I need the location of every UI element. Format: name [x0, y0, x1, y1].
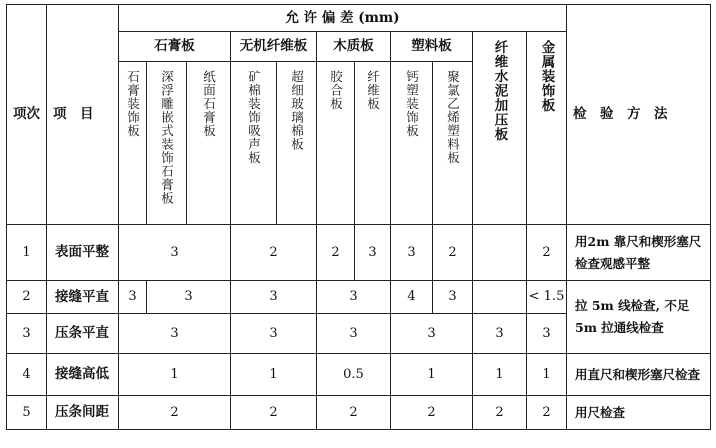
- cell-metal: 2: [527, 225, 567, 281]
- subcol-calcium-plastic: 钙塑装饰板: [391, 62, 433, 225]
- cell-gypsum: 1: [119, 354, 231, 396]
- cell-fiber-cement: 1: [473, 354, 527, 396]
- cell-inorganic: 2: [231, 225, 317, 281]
- cell-fiber-cement: [473, 225, 527, 281]
- cell-method: 用2m 靠尺和楔形塞尺检查观感平整: [567, 225, 711, 281]
- col-method-header: 检 验 方 法: [567, 5, 711, 225]
- cell-fiberboard: 3: [355, 225, 391, 281]
- table-row: [7, 354, 711, 396]
- cell-wood: 2: [317, 396, 391, 430]
- group-plastic: 塑料板: [391, 32, 473, 62]
- row-seq: 1: [7, 225, 47, 281]
- cell-method: 拉 5m 线检查, 不足 5m 拉通线检查: [567, 281, 711, 354]
- subcol-plywood: 胶合板: [317, 62, 355, 225]
- row-item: 接缝高低: [47, 354, 119, 396]
- subcol-glass-wool: 超细玻璃棉板: [277, 62, 317, 225]
- cell-method: 用尺检查: [567, 396, 711, 430]
- group-fiber-cement: 纤维水泥加压板: [473, 32, 527, 225]
- cell-gypsum: 3: [119, 314, 231, 354]
- table-row: [7, 225, 711, 281]
- row-item: 接缝平直: [47, 281, 119, 314]
- subcol-gypsum-paper: 纸面石膏板: [187, 62, 231, 225]
- subcol-fiberboard: 纤维板: [355, 62, 391, 225]
- table-row: [7, 281, 711, 314]
- tolerance-table: [6, 4, 711, 430]
- cell-wood: 0.5: [317, 354, 391, 396]
- table-row: [7, 396, 711, 430]
- subcol-mineral-wool: 矿棉装饰吸声板: [231, 62, 277, 225]
- cell-plywood: 2: [317, 225, 355, 281]
- cell-wood: 3: [317, 314, 391, 354]
- cell-inorganic: 1: [231, 354, 317, 396]
- subcol-pvc: 聚氯乙烯塑料板: [433, 62, 473, 225]
- row-seq: 4: [7, 354, 47, 396]
- subcol-gypsum-embossed: 深浮雕嵌式装饰石膏板: [147, 62, 187, 225]
- cell-inorganic: 2: [231, 396, 317, 430]
- cell-fiber-cement: [473, 281, 527, 314]
- cell-inorganic: 3: [231, 281, 317, 314]
- row-seq: 2: [7, 281, 47, 314]
- cell-metal: 3: [527, 314, 567, 354]
- row-seq: 5: [7, 396, 47, 430]
- group-inorganic: 无机纤维板: [231, 32, 317, 62]
- row-item: 表面平整: [47, 225, 119, 281]
- group-gypsum: 石膏板: [119, 32, 231, 62]
- cell-calcium-plastic: 4: [391, 281, 433, 314]
- cell-gypsum-deco: 3: [119, 281, 147, 314]
- cell-method: 用直尺和楔形塞尺检查: [567, 354, 711, 396]
- row-item: 压条间距: [47, 396, 119, 430]
- cell-metal: 1: [527, 354, 567, 396]
- cell-gypsum-rest: 3: [147, 281, 231, 314]
- group-metal: 金属装饰板: [527, 32, 567, 225]
- row-seq: 3: [7, 314, 47, 354]
- col-seq-header: 项次: [7, 5, 47, 225]
- col-item-header: 项 目: [47, 5, 119, 225]
- cell-pvc: 2: [433, 225, 473, 281]
- cell-fiber-cement: 2: [473, 396, 527, 430]
- cell-inorganic: 3: [231, 314, 317, 354]
- subcol-gypsum-deco: 石膏装饰板: [119, 62, 147, 225]
- group-wood: 木质板: [317, 32, 391, 62]
- cell-pvc: 3: [433, 281, 473, 314]
- cell-plastic: 2: [391, 396, 473, 430]
- cell-plastic: 1: [391, 354, 473, 396]
- cell-metal: < 1.5: [527, 281, 567, 314]
- cell-calcium-plastic: 3: [391, 225, 433, 281]
- tolerance-title: 允 许 偏 差 (mm): [119, 5, 567, 32]
- row-item: 压条平直: [47, 314, 119, 354]
- cell-plastic: 3: [391, 314, 473, 354]
- cell-wood: 3: [317, 281, 391, 314]
- cell-gypsum: 2: [119, 396, 231, 430]
- cell-metal: 2: [527, 396, 567, 430]
- cell-gypsum: 3: [119, 225, 231, 281]
- cell-fiber-cement: 3: [473, 314, 527, 354]
